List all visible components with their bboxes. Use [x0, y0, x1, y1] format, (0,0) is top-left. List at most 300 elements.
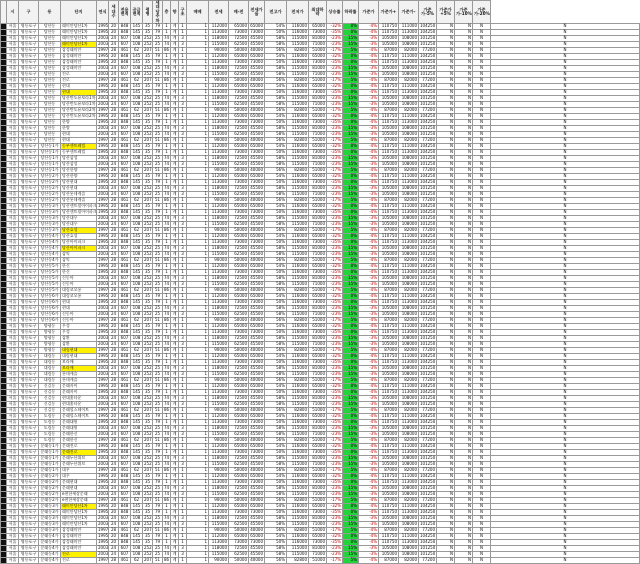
table-cell[interactable]: 15%	[343, 312, 359, 318]
table-cell[interactable]: N	[437, 558, 455, 564]
table-cell[interactable]: -4%	[359, 144, 379, 150]
table-cell[interactable]: 1997	[98, 137, 109, 143]
table-cell[interactable]: 111000	[399, 174, 419, 180]
table-cell[interactable]: -23%	[327, 456, 343, 462]
table-cell[interactable]: 서울	[7, 438, 19, 444]
table-cell[interactable]: 40000	[250, 317, 263, 323]
table-cell[interactable]: 607	[119, 342, 131, 348]
table-cell[interactable]: 서울	[7, 522, 19, 528]
table-cell[interactable]: 77200	[419, 498, 437, 504]
table-cell[interactable]: 계	[171, 462, 179, 468]
table-cell[interactable]: 1	[187, 420, 209, 426]
table-cell[interactable]: 145	[131, 354, 143, 360]
table-cell[interactable]: 848	[119, 510, 131, 516]
table-cell[interactable]: 1	[179, 354, 187, 360]
table-cell[interactable]: 24	[109, 462, 119, 468]
table-cell[interactable]: 35	[143, 480, 153, 486]
table-cell[interactable]: N	[437, 288, 455, 294]
table-cell[interactable]: 3	[179, 552, 187, 558]
table-cell[interactable]: 서울	[7, 510, 19, 516]
table-cell[interactable]: N	[473, 378, 491, 384]
table-cell[interactable]: 72500	[229, 216, 249, 222]
table-cell[interactable]: 115000	[287, 36, 309, 42]
table-cell[interactable]: 28	[109, 168, 119, 174]
table-cell[interactable]: N	[455, 498, 473, 504]
table-cell[interactable]: N	[473, 210, 491, 216]
table-cell[interactable]: 73000	[250, 389, 263, 395]
table-cell[interactable]: 108	[131, 426, 143, 432]
table-cell[interactable]: 74	[164, 281, 170, 287]
table-cell[interactable]: 35	[143, 474, 153, 480]
table-cell[interactable]: 1	[179, 420, 187, 426]
table-cell[interactable]: 607	[119, 162, 131, 168]
table-cell[interactable]: 77200	[419, 138, 437, 144]
table-cell[interactable]: -4%	[359, 318, 379, 324]
table-cell[interactable]: 1	[187, 42, 209, 48]
table-cell[interactable]: 1	[187, 126, 209, 132]
table-cell[interactable]: 서울	[7, 42, 19, 48]
table-cell[interactable]: N	[473, 66, 491, 72]
table-cell[interactable]: 서울	[7, 30, 19, 36]
table-cell[interactable]: 115000	[287, 216, 309, 222]
table-cell[interactable]: 계	[171, 102, 179, 108]
table-cell[interactable]: 문래현대	[61, 486, 97, 492]
table-cell[interactable]: 74	[164, 245, 170, 251]
table-cell[interactable]: N	[473, 144, 491, 150]
table-cell[interactable]: 105000	[379, 462, 399, 468]
table-cell[interactable]: 0%	[343, 360, 359, 366]
table-cell[interactable]: 101250	[420, 371, 436, 377]
table-cell[interactable]: 87000	[379, 138, 399, 144]
table-cell[interactable]: 1	[179, 270, 187, 276]
table-cell[interactable]: -4%	[359, 198, 379, 204]
table-cell[interactable]: 79	[153, 330, 163, 336]
table-cell[interactable]: 101250	[420, 311, 436, 317]
table-cell[interactable]: 116000	[287, 540, 309, 546]
table-cell[interactable]: 848	[119, 240, 131, 246]
table-cell[interactable]: 영등포구	[19, 216, 39, 222]
table-cell[interactable]: 110750	[379, 120, 399, 126]
table-cell[interactable]: 607	[119, 492, 131, 498]
header-cell[interactable]: 가준가-20%	[473, 1, 491, 24]
table-cell[interactable]: 113000	[209, 150, 229, 156]
table-cell[interactable]: 당산동	[39, 42, 61, 48]
table-cell[interactable]: 20	[109, 84, 119, 90]
table-cell[interactable]: N	[437, 450, 455, 456]
table-cell[interactable]: -35%	[327, 60, 343, 66]
table-cell[interactable]: 20	[109, 174, 119, 180]
table-cell[interactable]: -4%	[359, 168, 379, 174]
table-cell[interactable]: 145	[131, 144, 143, 150]
table-cell[interactable]: 50000	[229, 378, 249, 384]
table-cell[interactable]: 래미안당산1차	[61, 510, 97, 516]
table-cell[interactable]: 108000	[399, 432, 419, 438]
table-cell[interactable]: 50%	[265, 30, 287, 36]
table-cell[interactable]: 당산동4가	[40, 257, 59, 263]
table-cell[interactable]: 40000	[250, 47, 263, 53]
table-cell[interactable]: 108	[131, 282, 143, 288]
table-cell[interactable]: 65000	[250, 83, 263, 89]
table-cell[interactable]: 145	[131, 360, 143, 366]
table-cell[interactable]: 73000	[309, 180, 327, 186]
table-cell[interactable]: 116000	[287, 414, 309, 420]
table-cell[interactable]: 25	[153, 456, 163, 462]
table-cell[interactable]: 25	[153, 546, 163, 552]
table-cell[interactable]: 90000	[209, 258, 229, 264]
table-cell[interactable]: 50%	[265, 450, 287, 456]
table-cell[interactable]: 1	[163, 534, 171, 540]
table-cell[interactable]: 118000	[209, 426, 229, 432]
table-cell[interactable]: 1	[179, 54, 187, 60]
table-cell[interactable]: 계	[171, 192, 179, 198]
table-cell[interactable]: 101250	[420, 35, 436, 41]
table-cell[interactable]: 서울	[7, 534, 19, 540]
table-cell[interactable]: 77200	[419, 168, 437, 174]
table-cell[interactable]: 116000	[287, 390, 309, 396]
table-cell[interactable]: 영등포구	[19, 66, 39, 72]
table-cell[interactable]: N	[437, 468, 455, 474]
table-cell[interactable]: 1995	[98, 533, 109, 539]
table-cell[interactable]: 848	[119, 414, 131, 420]
table-cell[interactable]: 62500	[229, 132, 249, 138]
table-cell[interactable]: 1997	[98, 347, 109, 353]
table-cell[interactable]: 서울	[7, 240, 19, 246]
table-cell[interactable]: 1	[187, 258, 209, 264]
table-cell[interactable]: 115000	[287, 366, 309, 372]
table-cell[interactable]: 당산동	[39, 120, 61, 126]
table-cell[interactable]: 118000	[209, 366, 229, 372]
table-cell[interactable]: 0%	[343, 114, 359, 120]
table-cell[interactable]: 72500	[229, 396, 249, 402]
table-cell[interactable]: 105000	[379, 156, 399, 162]
table-cell[interactable]: 54%	[265, 384, 287, 390]
table-cell[interactable]: 당산동1가	[40, 167, 59, 173]
table-cell[interactable]: 118000	[209, 336, 229, 342]
table-cell[interactable]: 58%	[265, 426, 287, 432]
table-cell[interactable]: -32%	[327, 324, 343, 330]
table-cell[interactable]: 1	[179, 108, 187, 114]
table-cell[interactable]: 1	[163, 360, 171, 366]
table-cell[interactable]: 1	[179, 258, 187, 264]
table-cell[interactable]: -32%	[327, 474, 343, 480]
header-cell[interactable]: 전세가율	[249, 1, 265, 24]
table-cell[interactable]: N	[455, 306, 473, 312]
table-cell[interactable]: 118000	[209, 486, 229, 492]
table-cell[interactable]: 서울	[7, 120, 19, 126]
table-cell[interactable]: 607	[119, 306, 131, 312]
table-cell[interactable]: 1	[187, 228, 209, 234]
table-cell[interactable]: 계	[171, 486, 179, 492]
table-cell[interactable]: 5%	[343, 108, 359, 114]
table-cell[interactable]: -17%	[327, 348, 343, 354]
table-cell[interactable]: 54%	[265, 264, 287, 270]
table-cell[interactable]: N	[437, 342, 455, 348]
table-cell[interactable]: N	[455, 138, 473, 144]
table-cell[interactable]: 113000	[209, 300, 229, 306]
table-cell[interactable]: 3	[179, 282, 187, 288]
table-cell[interactable]: 삼환	[61, 342, 97, 348]
table-cell[interactable]: 1997	[98, 377, 109, 383]
table-cell[interactable]: N	[437, 102, 455, 108]
table-cell[interactable]: -3%	[359, 552, 379, 558]
table-cell[interactable]: 당산동	[39, 66, 61, 72]
table-cell[interactable]: 래미안당산1차	[61, 24, 97, 30]
table-cell[interactable]: 계	[171, 204, 179, 210]
table-cell[interactable]: 3	[179, 366, 187, 372]
table-cell[interactable]: N	[473, 264, 491, 270]
table-cell[interactable]: 115000	[287, 222, 309, 228]
table-cell[interactable]: N	[455, 216, 473, 222]
table-cell[interactable]: 108	[131, 456, 143, 462]
table-cell[interactable]: 607	[119, 546, 131, 552]
table-cell[interactable]: 3	[179, 402, 187, 408]
table-cell[interactable]: N	[491, 480, 640, 486]
table-cell[interactable]: -3%	[359, 486, 379, 492]
table-cell[interactable]: -23%	[327, 186, 343, 192]
table-cell[interactable]: 71000	[309, 462, 327, 468]
table-cell[interactable]: 35	[143, 114, 153, 120]
table-cell[interactable]: 81000	[309, 336, 327, 342]
table-cell[interactable]: 0%	[343, 534, 359, 540]
table-cell[interactable]: 607	[119, 486, 131, 492]
table-cell[interactable]: 113000	[399, 270, 419, 276]
table-cell[interactable]: -4%	[359, 294, 379, 300]
table-cell[interactable]: 62500	[229, 102, 249, 108]
table-cell[interactable]: N	[491, 360, 640, 366]
table-cell[interactable]: 1	[179, 204, 187, 210]
table-cell[interactable]: -17%	[327, 498, 343, 504]
table-cell[interactable]: 51000	[309, 318, 327, 324]
table-cell[interactable]: N	[455, 342, 473, 348]
table-cell[interactable]: -32%	[327, 174, 343, 180]
table-cell[interactable]: 1	[187, 138, 209, 144]
table-cell[interactable]: 서울	[7, 222, 19, 228]
table-cell[interactable]: 문래동4가	[40, 545, 59, 551]
table-cell[interactable]: 계	[171, 186, 179, 192]
table-cell[interactable]: 115000	[209, 132, 229, 138]
table-cell[interactable]: 87000	[379, 408, 399, 414]
table-cell[interactable]: 0%	[343, 144, 359, 150]
table-cell[interactable]: 115000	[209, 222, 229, 228]
table-cell[interactable]: 113000	[209, 210, 229, 216]
table-cell[interactable]: 461	[119, 168, 131, 174]
table-cell[interactable]: 계	[171, 174, 179, 180]
table-cell[interactable]: N	[455, 156, 473, 162]
table-cell[interactable]: 50000	[229, 348, 249, 354]
table-cell[interactable]: 계	[171, 150, 179, 156]
table-cell[interactable]: N	[491, 288, 640, 294]
table-cell[interactable]: N	[473, 504, 491, 510]
table-cell[interactable]: 108000	[399, 186, 419, 192]
table-cell[interactable]: 1	[179, 348, 187, 354]
table-cell[interactable]: 65000	[309, 444, 327, 450]
table-cell[interactable]: 848	[119, 504, 131, 510]
table-cell[interactable]: 112000	[209, 54, 229, 60]
table-cell[interactable]: 110750	[379, 420, 399, 426]
table-cell[interactable]: 계	[171, 468, 179, 474]
table-cell[interactable]: N	[491, 270, 640, 276]
table-cell[interactable]: N	[491, 468, 640, 474]
table-cell[interactable]: 116000	[287, 480, 309, 486]
table-cell[interactable]: 28	[109, 468, 119, 474]
table-cell[interactable]: 영등포구	[19, 264, 39, 270]
table-cell[interactable]: 대림코오롱	[61, 294, 97, 300]
table-cell[interactable]: -23%	[327, 342, 343, 348]
table-cell[interactable]: N	[491, 330, 640, 336]
table-cell[interactable]: -4%	[359, 114, 379, 120]
table-cell[interactable]: 110750	[379, 210, 399, 216]
table-cell[interactable]: 848	[119, 150, 131, 156]
table-cell[interactable]: 58%	[265, 102, 287, 108]
table-cell[interactable]: N	[455, 402, 473, 408]
table-cell[interactable]: 73000	[309, 270, 327, 276]
table-cell[interactable]: 대림동	[39, 354, 61, 360]
table-cell[interactable]: N	[491, 258, 640, 264]
table-cell[interactable]: 79	[153, 450, 163, 456]
table-cell[interactable]: 계	[171, 420, 179, 426]
table-cell[interactable]: 461	[119, 408, 131, 414]
table-cell[interactable]: -17%	[327, 228, 343, 234]
header-cell[interactable]: 하락률	[343, 1, 359, 24]
table-cell[interactable]: 25	[153, 102, 163, 108]
table-cell[interactable]: 1	[179, 450, 187, 456]
table-cell[interactable]: 영등포구	[19, 138, 39, 144]
table-cell[interactable]: 105000	[379, 276, 399, 282]
table-cell[interactable]: 50%	[265, 120, 287, 126]
table-cell[interactable]: -3%	[359, 72, 379, 78]
table-cell[interactable]: 82800	[287, 258, 309, 264]
table-cell[interactable]: 51	[153, 468, 163, 474]
table-cell[interactable]: 461	[119, 528, 131, 534]
table-cell[interactable]: 108	[131, 486, 143, 492]
table-cell[interactable]: 111000	[399, 444, 419, 450]
table-cell[interactable]: 62	[131, 78, 143, 84]
table-cell[interactable]: 62	[131, 258, 143, 264]
table-cell[interactable]: 당산대우	[61, 222, 97, 228]
table-cell[interactable]: N	[473, 102, 491, 108]
table-cell[interactable]: 77200	[419, 348, 437, 354]
table-cell[interactable]: 110750	[379, 330, 399, 336]
table-cell[interactable]: 영등포구	[19, 504, 39, 510]
table-cell[interactable]: 112000	[209, 204, 229, 210]
table-cell[interactable]: -3%	[359, 372, 379, 378]
table-cell[interactable]: 15%	[343, 102, 359, 108]
table-cell[interactable]: 1	[187, 402, 209, 408]
table-cell[interactable]: 1	[187, 306, 209, 312]
table-cell[interactable]: 116000	[287, 54, 309, 60]
table-cell[interactable]: 당산동	[39, 72, 61, 78]
table-cell[interactable]: 104250	[420, 419, 436, 425]
table-cell[interactable]: 115000	[287, 102, 309, 108]
table-cell[interactable]: 113000	[399, 480, 419, 486]
table-cell[interactable]: 62	[131, 468, 143, 474]
table-cell[interactable]: 252	[144, 491, 152, 497]
table-cell[interactable]: 문래동2가	[40, 497, 59, 503]
table-cell[interactable]: 145	[131, 540, 143, 546]
table-cell[interactable]: 108	[131, 192, 143, 198]
table-cell[interactable]: 65000	[250, 263, 263, 269]
table-cell[interactable]: 86	[164, 197, 170, 203]
table-cell[interactable]: N	[491, 498, 640, 504]
table-cell[interactable]: 82800	[287, 228, 309, 234]
table-cell[interactable]: 당산아이파크	[61, 240, 97, 246]
table-cell[interactable]: -3%	[359, 66, 379, 72]
table-cell[interactable]: 20	[109, 294, 119, 300]
table-cell[interactable]: 대우	[61, 468, 97, 474]
table-cell[interactable]: 252	[144, 191, 152, 197]
table-cell[interactable]: 101250	[420, 455, 436, 461]
table-cell[interactable]: 당산반도유보라1차	[62, 101, 96, 107]
table-cell[interactable]: 51	[153, 228, 163, 234]
table-cell[interactable]: 115000	[287, 276, 309, 282]
table-cell[interactable]: -3%	[359, 102, 379, 108]
table-cell[interactable]: 당산동4가	[40, 239, 59, 245]
table-cell[interactable]: 73000	[229, 390, 249, 396]
table-cell[interactable]: 1	[179, 84, 187, 90]
table-cell[interactable]: 3	[179, 66, 187, 72]
table-cell[interactable]: 252	[144, 515, 152, 521]
table-cell[interactable]: 당산동5가	[40, 263, 59, 269]
table-cell[interactable]: 58%	[265, 456, 287, 462]
table-cell[interactable]: 113000	[399, 180, 419, 186]
table-cell[interactable]: 252	[144, 425, 152, 431]
table-cell[interactable]: 1	[163, 210, 171, 216]
table-cell[interactable]: 당산동3가	[40, 203, 59, 209]
table-cell[interactable]: 73000	[309, 150, 327, 156]
table-cell[interactable]: 1995	[98, 449, 109, 455]
table-cell[interactable]: 81000	[309, 66, 327, 72]
table-cell[interactable]: 1	[179, 120, 187, 126]
table-cell[interactable]: 당산동5가	[40, 269, 59, 275]
table-cell[interactable]: 서울	[7, 450, 19, 456]
table-cell[interactable]: 56%	[265, 288, 287, 294]
table-cell[interactable]: 서울	[7, 474, 19, 480]
table-cell[interactable]: 25	[153, 246, 163, 252]
table-cell[interactable]: 87000	[379, 558, 399, 564]
table-cell[interactable]: 영등포구	[19, 408, 39, 414]
table-cell[interactable]: -17%	[327, 168, 343, 174]
table-cell[interactable]: 24	[109, 366, 119, 372]
table-cell[interactable]: N	[437, 276, 455, 282]
table-cell[interactable]: 1995	[98, 413, 109, 419]
table-cell[interactable]: 영등포구	[19, 162, 39, 168]
table-cell[interactable]: 252	[144, 545, 152, 551]
table-cell[interactable]: 105000	[379, 252, 399, 258]
table-cell[interactable]: 115000	[287, 426, 309, 432]
table-cell[interactable]: 113000	[399, 300, 419, 306]
table-cell[interactable]: 71000	[309, 552, 327, 558]
table-cell[interactable]: 72500	[229, 246, 249, 252]
table-cell[interactable]: 110750	[379, 114, 399, 120]
table-cell[interactable]: 73000	[309, 420, 327, 426]
table-cell[interactable]: 65000	[250, 203, 263, 209]
table-cell[interactable]: 104250	[420, 323, 436, 329]
table-cell[interactable]: N	[473, 480, 491, 486]
table-cell[interactable]: -23%	[327, 522, 343, 528]
table-cell[interactable]: 62500	[229, 432, 249, 438]
table-cell[interactable]: 72500	[229, 336, 249, 342]
table-cell[interactable]: 1	[163, 240, 171, 246]
table-cell[interactable]: N	[473, 552, 491, 558]
table-cell[interactable]: 56%	[265, 138, 287, 144]
table-cell[interactable]: 0%	[343, 444, 359, 450]
table-cell[interactable]: 50%	[265, 510, 287, 516]
table-cell[interactable]: N	[473, 258, 491, 264]
table-cell[interactable]: 110750	[379, 360, 399, 366]
table-cell[interactable]: 1	[179, 558, 187, 564]
table-cell[interactable]: 116000	[287, 420, 309, 426]
table-cell[interactable]: 65000	[229, 294, 249, 300]
